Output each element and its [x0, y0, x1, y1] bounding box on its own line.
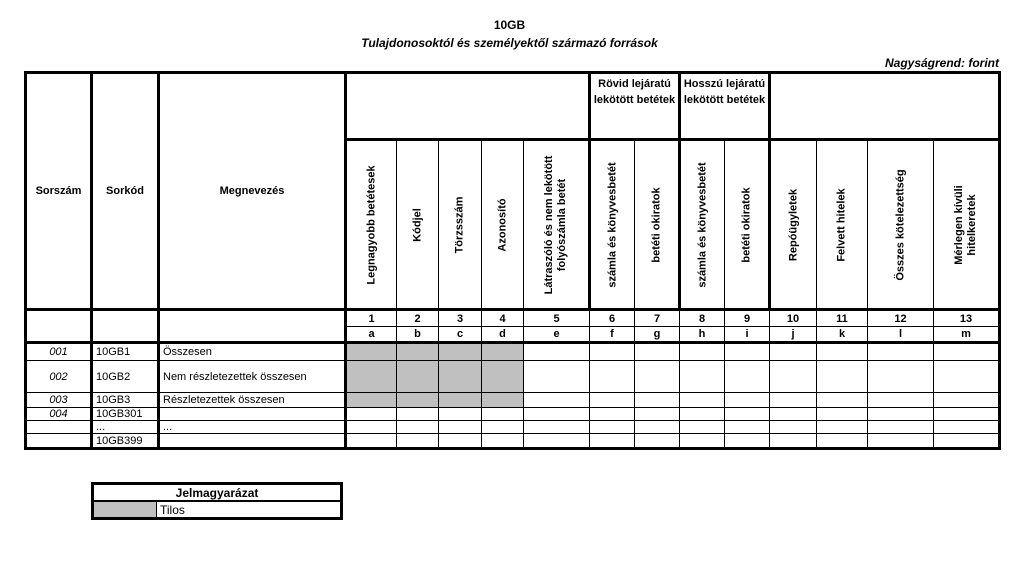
cell-forbidden [439, 393, 482, 408]
cell-forbidden [346, 393, 397, 408]
data-cell[interactable] [635, 361, 680, 393]
data-cell[interactable] [817, 408, 868, 421]
data-cell[interactable] [590, 434, 635, 449]
main-table [24, 71, 1001, 450]
data-cell[interactable] [635, 421, 680, 434]
col-number: 4 [482, 310, 524, 327]
data-cell[interactable] [725, 393, 770, 408]
data-cell[interactable] [482, 408, 524, 421]
col-number: 12 [868, 310, 934, 327]
col-header-sorszam: Sorszám [26, 73, 92, 310]
row-name: Nem részletezettek összesen [159, 361, 346, 393]
col-header-osszes-kotelezettseg: Összes kötelezettség [868, 140, 934, 310]
row-sorkod: 10GB301 [92, 408, 159, 421]
col-header-torzsszam: Törzsszám [439, 140, 482, 310]
col-letter: g [635, 327, 680, 343]
data-cell[interactable] [524, 421, 590, 434]
col-number: 2 [397, 310, 439, 327]
group-header-rovid: Rövid lejáratú lekötött betétek [590, 73, 680, 140]
data-cell[interactable] [524, 408, 590, 421]
data-cell[interactable] [868, 393, 934, 408]
data-cell[interactable] [725, 343, 770, 361]
data-cell[interactable] [482, 421, 524, 434]
col-header-rovid-szamla: számla és könyvesbetét [590, 140, 635, 310]
col-number: 5 [524, 310, 590, 327]
form-code-title: 10GB [493, 18, 526, 32]
legend-table [91, 482, 343, 520]
data-cell[interactable] [397, 408, 439, 421]
data-cell[interactable] [590, 421, 635, 434]
data-cell[interactable] [680, 361, 725, 393]
data-cell[interactable] [590, 361, 635, 393]
legend-title: Jelmagyarázat [93, 484, 342, 502]
data-cell[interactable] [590, 393, 635, 408]
cell-forbidden [482, 343, 524, 361]
data-cell[interactable] [934, 421, 1000, 434]
data-cell[interactable] [680, 343, 725, 361]
data-cell[interactable] [439, 408, 482, 421]
cell-forbidden [482, 361, 524, 393]
table-row [26, 343, 1000, 361]
data-cell[interactable] [770, 343, 817, 361]
header-blank-group-2 [770, 73, 1000, 140]
col-header-hosszu-okiratok: betéti okiratok [725, 140, 770, 310]
data-cell[interactable] [346, 408, 397, 421]
row-sorszam [26, 421, 92, 434]
data-cell[interactable] [817, 434, 868, 449]
col-letter: d [482, 327, 524, 343]
col-header-repougyletek: Repóügyletek [770, 140, 817, 310]
num-spacer-2 [92, 310, 159, 343]
data-cell[interactable] [934, 434, 1000, 449]
data-cell[interactable] [482, 434, 524, 449]
legend-gray-swatch [93, 501, 157, 519]
col-letter: b [397, 327, 439, 343]
data-cell[interactable] [725, 408, 770, 421]
data-cell[interactable] [439, 421, 482, 434]
col-header-merlegen-kivuli: Mérlegen kívüli hitelkeretek [934, 140, 1000, 310]
num-spacer-3 [159, 310, 346, 343]
table-row [26, 408, 1000, 421]
data-cell[interactable] [817, 361, 868, 393]
cell-forbidden [482, 393, 524, 408]
row-name [159, 434, 346, 449]
header-blank-group [346, 73, 590, 140]
data-cell[interactable] [868, 421, 934, 434]
data-cell[interactable] [635, 408, 680, 421]
data-cell[interactable] [770, 361, 817, 393]
form-subtitle: Tulajdonosoktól és személyektől származó források [361, 36, 658, 50]
col-number: 13 [934, 310, 1000, 327]
data-cell[interactable] [635, 393, 680, 408]
cell-forbidden [439, 343, 482, 361]
col-letter: j [770, 327, 817, 343]
data-cell[interactable] [868, 434, 934, 449]
col-letter: e [524, 327, 590, 343]
row-sorszam: 001 [26, 343, 92, 361]
data-cell[interactable] [725, 361, 770, 393]
data-cell[interactable] [725, 434, 770, 449]
data-cell[interactable] [680, 434, 725, 449]
col-header-legnagyobb-betetesek: Legnagyobb betétesek [346, 140, 397, 310]
row-sorszam: 003 [26, 393, 92, 408]
col-number: 10 [770, 310, 817, 327]
data-cell[interactable] [346, 434, 397, 449]
legend-tilos-label: Tilos [157, 501, 342, 519]
group-header-hosszu: Hosszú lejáratú lekötött betétek [680, 73, 770, 140]
table-row [26, 434, 1000, 449]
col-header-rovid-okiratok: betéti okiratok [635, 140, 680, 310]
data-cell[interactable] [770, 434, 817, 449]
data-cell[interactable] [524, 361, 590, 393]
data-cell[interactable] [680, 393, 725, 408]
col-letter: m [934, 327, 1000, 343]
col-header-sorkod: Sorkód [92, 73, 159, 310]
col-letter: k [817, 327, 868, 343]
col-letter: i [725, 327, 770, 343]
table-row [26, 393, 1000, 408]
data-cell[interactable] [680, 408, 725, 421]
cell-forbidden [346, 361, 397, 393]
row-name: Összesen [159, 343, 346, 361]
data-cell[interactable] [524, 434, 590, 449]
row-sorkod: 10GB399 [92, 434, 159, 449]
col-number: 11 [817, 310, 868, 327]
row-name [159, 408, 346, 421]
col-header-felvett-hitelek: Felvett hitelek [817, 140, 868, 310]
data-cell[interactable] [439, 434, 482, 449]
row-sorszam: 004 [26, 408, 92, 421]
table-row [26, 361, 1000, 393]
row-name: ... [159, 421, 346, 434]
data-cell[interactable] [397, 434, 439, 449]
row-sorkod: 10GB3 [92, 393, 159, 408]
data-cell[interactable] [934, 343, 1000, 361]
col-header-kodjel: Kódjel [397, 140, 439, 310]
data-cell[interactable] [680, 421, 725, 434]
col-number: 6 [590, 310, 635, 327]
data-cell[interactable] [524, 393, 590, 408]
row-sorszam [26, 434, 92, 449]
cell-forbidden [397, 343, 439, 361]
col-number: 1 [346, 310, 397, 327]
row-sorkod: ... [92, 421, 159, 434]
data-cell[interactable] [868, 343, 934, 361]
data-cell[interactable] [934, 361, 1000, 393]
col-letter: l [868, 327, 934, 343]
data-cell[interactable] [817, 343, 868, 361]
col-header-azonosito: Azonosító [482, 140, 524, 310]
data-cell[interactable] [590, 408, 635, 421]
data-cell[interactable] [934, 408, 1000, 421]
col-header-hosszu-szamla: számla és könyvesbetét [680, 140, 725, 310]
cell-forbidden [397, 361, 439, 393]
col-letter: c [439, 327, 482, 343]
data-cell[interactable] [934, 393, 1000, 408]
row-sorkod: 10GB1 [92, 343, 159, 361]
col-letter: h [680, 327, 725, 343]
row-sorkod: 10GB2 [92, 361, 159, 393]
data-cell[interactable] [868, 408, 934, 421]
data-cell[interactable] [635, 434, 680, 449]
col-number: 9 [725, 310, 770, 327]
cell-forbidden [346, 343, 397, 361]
col-letter: f [590, 327, 635, 343]
col-header-megnevezes: Megnevezés [159, 73, 346, 310]
data-cell[interactable] [817, 421, 868, 434]
row-sorszam: 002 [26, 361, 92, 393]
data-cell[interactable] [817, 393, 868, 408]
cell-forbidden [439, 361, 482, 393]
col-number: 7 [635, 310, 680, 327]
unit-note: Nagyságrend: forint [884, 56, 999, 70]
col-header-latraszolo: Látraszóló és nem lekötött folyószámla betét [524, 140, 590, 310]
data-cell[interactable] [725, 421, 770, 434]
num-spacer-1 [26, 310, 92, 343]
data-cell[interactable] [770, 408, 817, 421]
data-cell[interactable] [868, 361, 934, 393]
data-cell[interactable] [524, 343, 590, 361]
data-cell[interactable] [590, 343, 635, 361]
table-row [26, 421, 1000, 434]
data-cell[interactable] [770, 421, 817, 434]
data-cell[interactable] [397, 421, 439, 434]
data-cell[interactable] [770, 393, 817, 408]
data-cell[interactable] [346, 421, 397, 434]
col-number: 3 [439, 310, 482, 327]
cell-forbidden [397, 393, 439, 408]
row-name: Részletezettek összesen [159, 393, 346, 408]
col-letter: a [346, 327, 397, 343]
col-number: 8 [680, 310, 725, 327]
data-cell[interactable] [635, 343, 680, 361]
